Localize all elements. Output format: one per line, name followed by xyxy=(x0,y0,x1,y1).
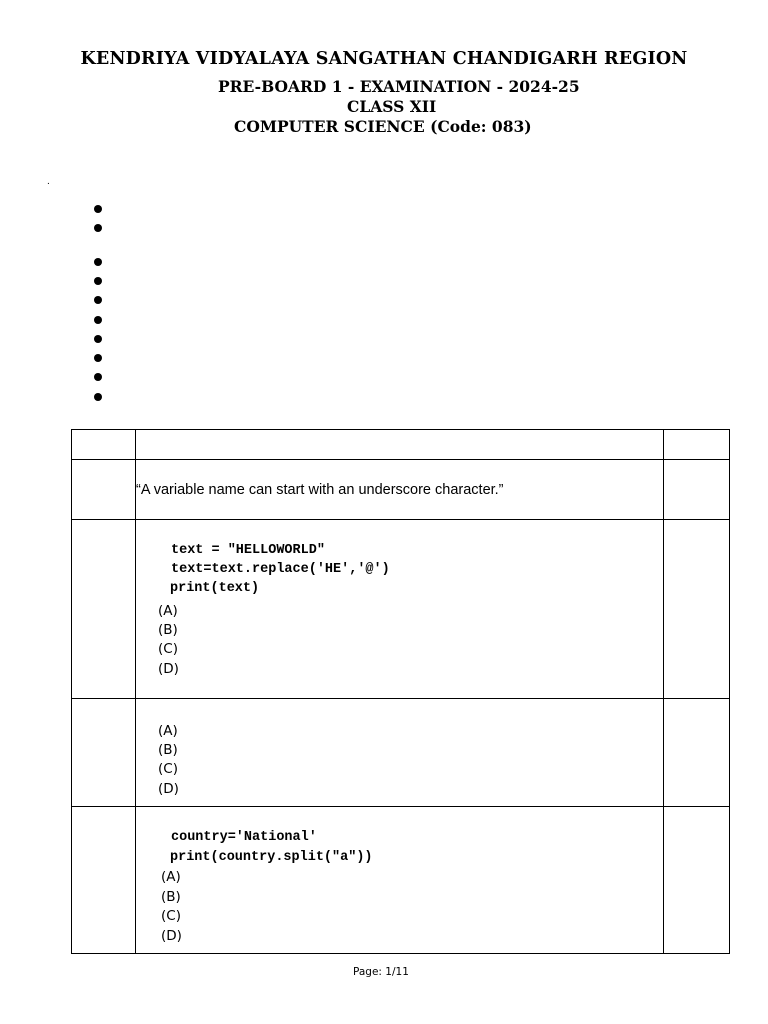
option-d: (D) xyxy=(161,928,182,944)
bullet xyxy=(94,335,102,343)
option-c: (C) xyxy=(158,641,178,657)
subject-label: COMPUTER SCIENCE (Code: 083) xyxy=(234,117,532,136)
question-cell xyxy=(136,520,664,699)
marks-cell xyxy=(664,520,730,699)
question-cell xyxy=(136,807,664,954)
option-d: (D) xyxy=(158,661,179,677)
qno-cell xyxy=(72,699,136,807)
stray-mark: . xyxy=(47,176,50,187)
option-b: (B) xyxy=(158,742,178,758)
option-c: (C) xyxy=(161,908,181,924)
question-row-1 xyxy=(72,460,730,520)
marks-cell xyxy=(664,699,730,807)
exam-subtitle: PRE-BOARD 1 - EXAMINATION - 2024-25 xyxy=(218,77,580,96)
bullet xyxy=(94,373,102,381)
option-d: (D) xyxy=(158,781,179,797)
question-cell xyxy=(136,699,664,807)
qno-cell xyxy=(72,460,136,520)
option-b: (B) xyxy=(161,889,181,905)
marks-header-cell xyxy=(664,430,730,460)
marks-cell xyxy=(664,807,730,954)
option-c: (C) xyxy=(158,761,178,777)
bullet xyxy=(94,316,102,324)
table-header-row xyxy=(72,430,730,460)
question-table xyxy=(71,429,730,954)
code-line: print(country.split("a")) xyxy=(170,850,373,865)
code-line: country='National' xyxy=(171,830,317,845)
bullet xyxy=(94,296,102,304)
bullet xyxy=(94,224,102,232)
qno-header-cell xyxy=(72,430,136,460)
question-row-4 xyxy=(72,807,730,954)
bullet xyxy=(94,258,102,266)
qno-cell xyxy=(72,807,136,954)
class-label: CLASS XII xyxy=(347,97,437,116)
qno-cell xyxy=(72,520,136,699)
question-row-2 xyxy=(72,520,730,699)
code-line: text=text.replace('HE','@') xyxy=(171,562,390,577)
option-a: (A) xyxy=(158,603,178,619)
option-a: (A) xyxy=(161,869,181,885)
exam-title: KENDRIYA VIDYALAYA SANGATHAN CHANDIGARH REGION xyxy=(80,49,688,69)
option-b: (B) xyxy=(158,622,178,638)
statement-text: “A variable name can start with an underscore character.” xyxy=(136,482,504,498)
question-row-3 xyxy=(72,699,730,807)
code-line: text = "HELLOWORLD" xyxy=(171,543,325,558)
bullet xyxy=(94,393,102,401)
question-cell xyxy=(136,460,664,520)
bullet xyxy=(94,277,102,285)
code-line: print(text) xyxy=(170,581,260,596)
bullet xyxy=(94,354,102,362)
bullet xyxy=(94,205,102,213)
marks-cell xyxy=(664,460,730,520)
question-header-cell xyxy=(136,430,664,460)
page-number: Page: 1/11 xyxy=(353,966,409,978)
option-a: (A) xyxy=(158,723,178,739)
